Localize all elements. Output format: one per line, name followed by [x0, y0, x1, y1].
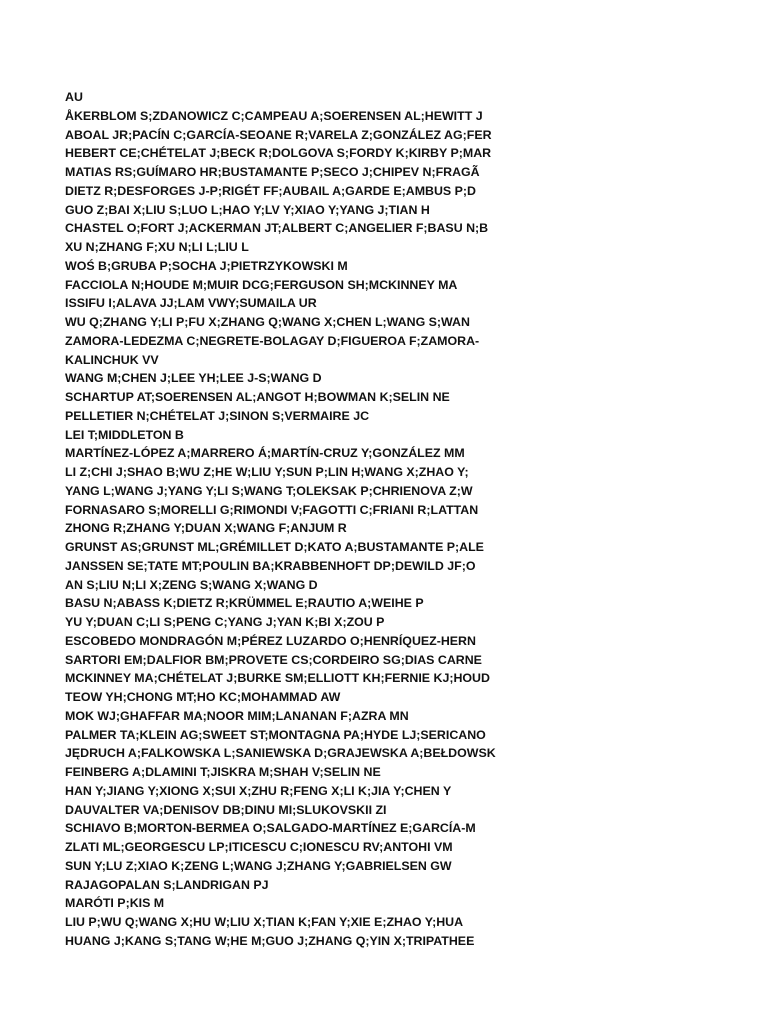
author-cell: LIU P;WU Q;WANG X;HU W;LIU X;TIAN K;FAN Y;XIE E;ZHAO Y;HUA	[65, 915, 464, 929]
column-header: AU	[65, 90, 83, 104]
author-cell: WU Q;ZHANG Y;LI P;FU X;ZHANG Q;WANG X;CHEN L;WANG S;WAN	[65, 315, 470, 329]
author-cell: ÅKERBLOM S;ZDANOWICZ C;CAMPEAU A;SOERENSEN AL;HEWITT J	[65, 108, 483, 123]
author-cell: WOŚ B;GRUBA P;SOCHA J;PIETRZYKOWSKI M	[65, 258, 348, 273]
author-cell: MARTÍNEZ-LÓPEZ A;MARRERO Á;MARTÍN-CRUZ Y;GONZÁLEZ MM	[65, 446, 465, 461]
author-cell: WANG M;CHEN J;LEE YH;LEE J-S;WANG D	[65, 371, 322, 386]
author-cell: BASU N;ABASS K;DIETZ R;KRÜMMEL E;RAUTIO A;WEIHE P	[65, 596, 424, 611]
author-cell: MCKINNEY MA;CHÉTELAT J;BURKE SM;ELLIOTT KH;FERNIE KJ;HOUD	[65, 671, 490, 686]
author-cell: DAUVALTER VA;DENISOV DB;DINU MI;SLUKOVSKII ZI	[65, 802, 387, 817]
author-cell: ISSIFU I;ALAVA JJ;LAM VWY;SUMAILA UR	[65, 296, 317, 311]
author-cell: PALMER TA;KLEIN AG;SWEET ST;MONTAGNA PA;HYDE LJ;SERICANO	[65, 727, 486, 742]
author-cell: LI Z;CHI J;SHAO B;WU Z;HE W;LIU Y;SUN P;LIN H;WANG X;ZHAO Y;	[65, 465, 469, 479]
author-cell: FACCIOLA N;HOUDE M;MUIR DCG;FERGUSON SH;MCKINNEY MA	[65, 277, 458, 292]
author-cell: HAN Y;JIANG Y;XIONG X;SUI X;ZHU R;FENG X;LI K;JIA Y;CHEN Y	[65, 783, 452, 798]
author-cell: MATIAS RS;GUÍMARO HR;BUSTAMANTE P;SECO J;CHIPEV N;FRAGÃ	[65, 165, 480, 179]
author-cell: FEINBERG A;DLAMINI T;JISKRA M;SHAH V;SELIN NE	[65, 765, 381, 779]
author-cell: FORNASARO S;MORELLI G;RIMONDI V;FAGOTTI C;FRIANI R;LATTAN	[65, 502, 479, 517]
author-cell: MOK WJ;GHAFFAR MA;NOOR MIM;LANANAN F;AZRA MN	[65, 708, 409, 723]
author-cell: XU N;ZHANG F;XU N;LI L;LIU L	[65, 240, 249, 254]
author-cell: HUANG J;KANG S;TANG W;HE M;GUO J;ZHANG Q;YIN X;TRIPATHEE	[65, 933, 475, 948]
author-cell: SARTORI EM;DALFIOR BM;PROVETE CS;CORDEIRO SG;DIAS CARNE	[65, 652, 482, 667]
author-cell: SCHARTUP AT;SOERENSEN AL;ANGOT H;BOWMAN K;SELIN NE	[65, 390, 450, 404]
author-cell: ZHONG R;ZHANG Y;DUAN X;WANG F;ANJUM R	[65, 521, 347, 536]
author-cell: GUO Z;BAI X;LIU S;LUO L;HAO Y;LV Y;XIAO Y;YANG J;TIAN H	[65, 202, 430, 217]
author-cell: ZAMORA-LEDEZMA C;NEGRETE-BOLAGAY D;FIGUEROA F;ZAMORA-	[65, 333, 480, 348]
author-cell: AN S;LIU N;LI X;ZENG S;WANG X;WANG D	[65, 577, 318, 592]
author-cell: TEOW YH;CHONG MT;HO KC;MOHAMMAD AW	[65, 690, 341, 704]
author-cell: YANG L;WANG J;YANG Y;LI S;WANG T;OLEKSAK P;CHRIENOVA Z;W	[65, 483, 473, 498]
author-cell: KALINCHUK VV	[65, 352, 159, 367]
author-cell: ZLATI ML;GEORGESCU LP;ITICESCU C;IONESCU RV;ANTOHI VM	[65, 840, 453, 854]
author-cell: JĘDRUCH A;FALKOWSKA L;SANIEWSKA D;GRAJEWSKA A;BEŁDOWSK	[65, 746, 496, 761]
author-cell: YU Y;DUAN C;LI S;PENG C;YANG J;YAN K;BI X;ZOU P	[65, 615, 385, 629]
author-cell: ABOAL JR;PACÍN C;GARCÍA-SEOANE R;VARELA Z;GONZÁLEZ AG;FER	[65, 127, 492, 142]
author-cell: MARÓTI P;KIS M	[65, 896, 165, 911]
author-cell: SUN Y;LU Z;XIAO K;ZENG L;WANG J;ZHANG Y;GABRIELSEN GW	[65, 858, 452, 873]
author-column	[65, 88, 496, 951]
author-cell: PELLETIER N;CHÉTELAT J;SINON S;VERMAIRE JC	[65, 408, 370, 423]
author-cell: LEI T;MIDDLETON B	[65, 427, 184, 442]
author-cell: HEBERT CE;CHÉTELAT J;BECK R;DOLGOVA S;FORDY K;KIRBY P;MAR	[65, 146, 492, 161]
author-cell: JANSSEN SE;TATE MT;POULIN BA;KRABBENHOFT DP;DEWILD JF;O	[65, 558, 476, 573]
author-cell: CHASTEL O;FORT J;ACKERMAN JT;ALBERT C;ANGELIER F;BASU N;B	[65, 221, 489, 236]
author-cell: SCHIAVO B;MORTON-BERMEA O;SALGADO-MARTÍNEZ E;GARCÍA-M	[65, 821, 476, 836]
author-rows	[65, 107, 496, 951]
author-cell: RAJAGOPALAN S;LANDRIGAN PJ	[65, 877, 269, 892]
author-cell: GRUNST AS;GRUNST ML;GRÉMILLET D;KATO A;BUSTAMANTE P;ALE	[65, 540, 484, 554]
author-cell: ESCOBEDO MONDRAGÓN M;PÉREZ LUZARDO O;HENRÍQUEZ-HERN	[65, 633, 476, 648]
author-cell: DIETZ R;DESFORGES J-P;RIGÉT FF;AUBAIL A;GARDE E;AMBUS P;D	[65, 183, 476, 198]
